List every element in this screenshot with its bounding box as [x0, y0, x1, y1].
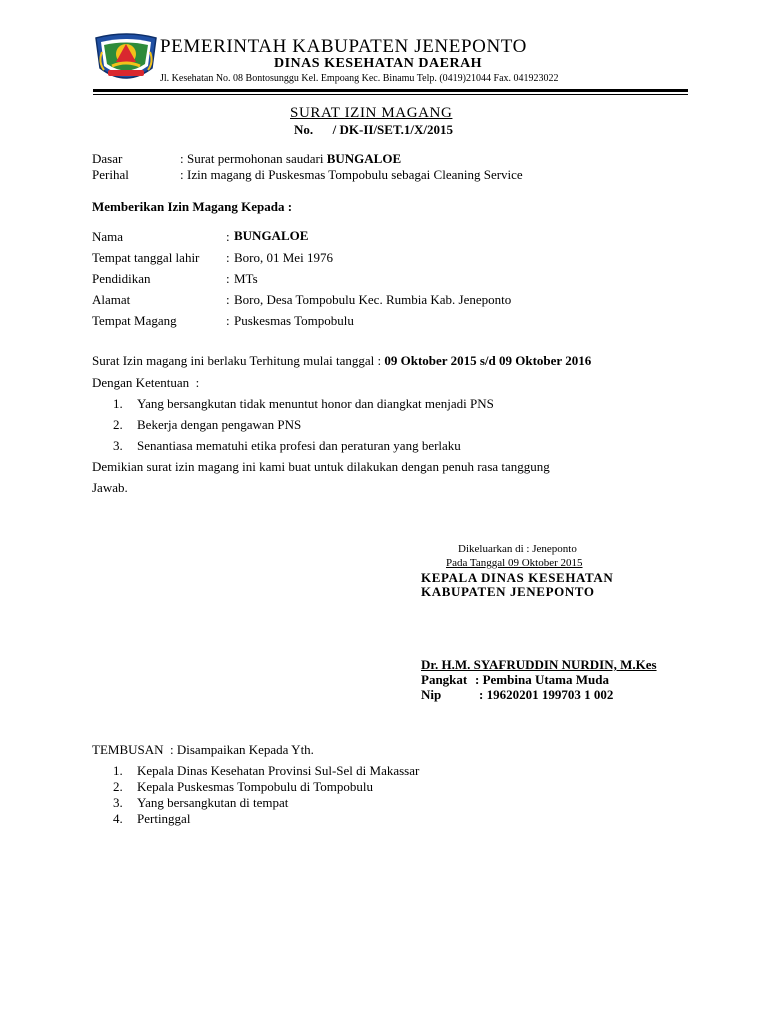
internship-place-value: Puskesmas Tompobulu [234, 313, 354, 328]
condition-number: 3. [113, 438, 123, 453]
education-label: Pendidikan [92, 271, 151, 286]
letter-title: SURAT IZIN MAGANG [290, 105, 453, 121]
internship-place-colon: : [226, 313, 230, 328]
letterhead-rule-thick [93, 89, 688, 92]
copy-number: 4. [113, 811, 123, 826]
copy-recipient: Kepala Dinas Kesehatan Provinsi Sul-Sel di Makassar [137, 763, 420, 778]
closing-line-2: Jawab. [92, 480, 128, 495]
recipient-name-value: BUNGALOE [234, 228, 309, 243]
grant-heading: Memberikan Izin Magang Kepada : [92, 199, 293, 214]
copy-number: 3. [113, 795, 123, 810]
issued-date: Pada Tanggal 09 Oktober 2015 [446, 557, 583, 569]
office-title-line-2: KABUPATEN JENEPONTO [421, 584, 595, 599]
rank-label: Pangkat [421, 672, 468, 687]
address-colon: : [226, 292, 230, 307]
recipient-name-label: Nama [92, 229, 124, 244]
subject-label: Perihal [92, 167, 129, 182]
recipient-name-colon: : [226, 229, 230, 244]
birth-value: Boro, 01 Mei 1976 [234, 250, 333, 265]
department-name: DINAS KESEHATAN DAERAH [274, 56, 483, 71]
conditions-heading: Dengan Ketentuan : [92, 375, 200, 390]
copy-number: 1. [113, 763, 123, 778]
basis-label: Dasar [92, 151, 123, 166]
organization-name: PEMERINTAH KABUPATEN JENEPONTO [160, 36, 527, 57]
letter-number: No. / DK-II/SET.1/X/2015 [294, 122, 454, 137]
closing-line-1: Demikian surat izin magang ini kami buat untuk dilakukan dengan penuh rasa tanggung [92, 459, 550, 474]
nip-label: Nip [421, 687, 442, 702]
address-label: Alamat [92, 292, 131, 307]
issued-at: Dikeluarkan di : Jeneponto [458, 543, 577, 555]
condition-text: Bekerja dengan pengawan PNS [137, 417, 302, 432]
basis-value [187, 151, 401, 167]
copy-recipient: Yang bersangkutan di tempat [137, 795, 289, 810]
subject-colon: : [180, 167, 184, 182]
letterhead-rule-thin [93, 94, 688, 95]
copy-number: 2. [113, 779, 123, 794]
validity-statement [92, 353, 591, 369]
applicant-name: BUNGALOE [326, 151, 402, 166]
condition-text: Senantiasa mematuhi etika profesi dan peraturan yang berlaku [137, 438, 461, 453]
nip-value: : 19620201 199703 1 002 [479, 687, 614, 702]
copy-recipient: Kepala Puskesmas Tompobulu di Tompobulu [137, 779, 374, 794]
birth-colon: : [226, 250, 230, 265]
copies-heading: TEMBUSAN : Disampaikan Kepada Yth. [92, 742, 314, 757]
education-colon: : [226, 271, 230, 286]
condition-number: 2. [113, 417, 123, 432]
address-value: Boro, Desa Tompobulu Kec. Rumbia Kab. Jeneponto [234, 292, 512, 307]
internship-place-label: Tempat Magang [92, 313, 177, 328]
basis-text: Surat permohonan saudari [187, 151, 327, 166]
subject-value: Izin magang di Puskesmas Tompobulu sebagai Cleaning Service [187, 167, 523, 182]
official-name: Dr. H.M. SYAFRUDDIN NURDIN, M.Kes [421, 657, 657, 672]
validity-text: Surat Izin magang ini berlaku Terhitung mulai tanggal : [92, 353, 385, 368]
validity-period: 09 Oktober 2015 s/d 09 Oktober 2016 [384, 353, 592, 368]
birth-label: Tempat tanggal lahir [92, 250, 200, 265]
condition-text: Yang bersangkutan tidak menuntut honor dan diangkat menjadi PNS [137, 396, 494, 411]
basis-colon: : [180, 151, 184, 166]
jeneponto-regency-logo [94, 32, 158, 88]
education-value: MTs [234, 271, 258, 286]
condition-number: 1. [113, 396, 123, 411]
office-address: Jl. Kesehatan No. 08 Bontosunggu Kel. Empoang Kec. Binamu Telp. (0419)21044 Fax. 041923022 [160, 73, 559, 84]
copy-recipient: Pertinggal [137, 811, 191, 826]
rank-value: : Pembina Utama Muda [475, 672, 609, 687]
office-title-line-1: KEPALA DINAS KESEHATAN [421, 570, 614, 585]
